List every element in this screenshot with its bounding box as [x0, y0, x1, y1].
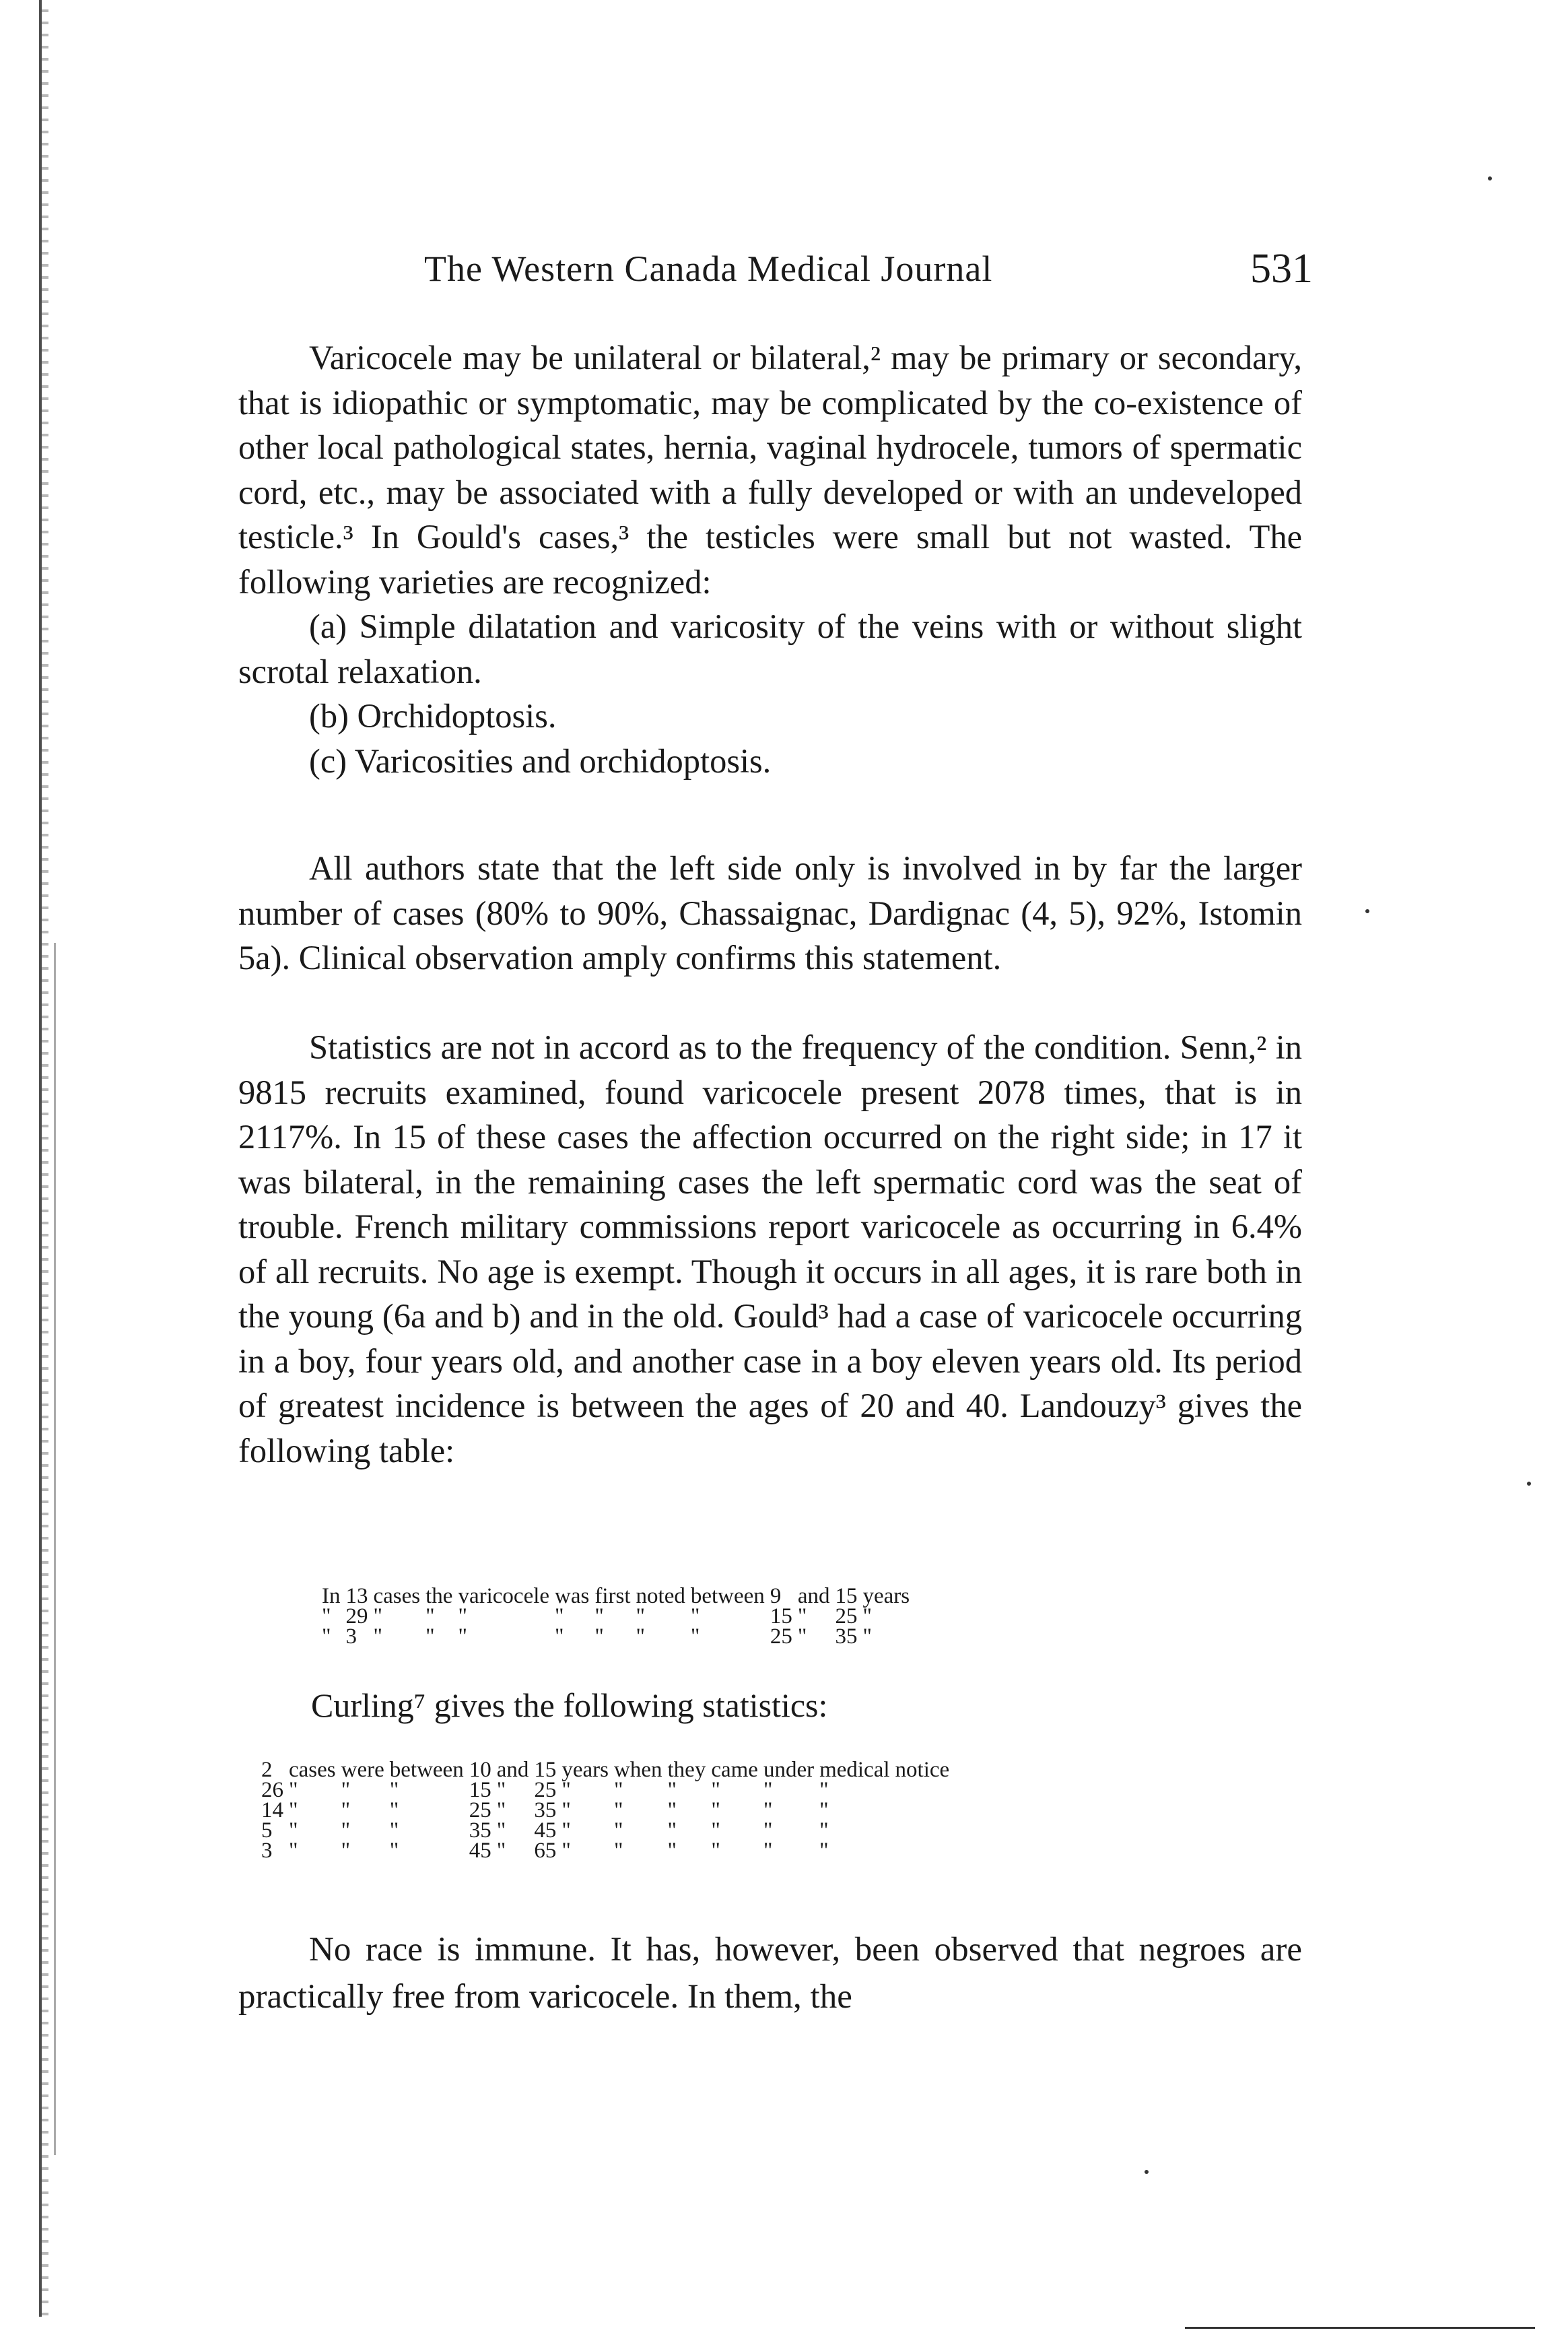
- table-cell: 10: [469, 1758, 491, 1782]
- table-cell: 35: [534, 1798, 557, 1822]
- table-cell: the: [425, 1584, 453, 1608]
- table-cell: ": [797, 1624, 807, 1649]
- table-cell: ": [667, 1839, 677, 1863]
- running-head: The Western Canada Medical Journal: [424, 249, 993, 289]
- table-cell: ": [763, 1818, 773, 1843]
- table-cell: 3: [261, 1839, 273, 1863]
- list-item-a: (a) Simple dilatation and varicosity of the veins with or without slight scrotal relaxation.: [238, 607, 1302, 690]
- table-cell: ": [667, 1778, 677, 1802]
- table-cell: 15: [534, 1758, 557, 1782]
- table-cell: ": [389, 1798, 399, 1822]
- table-cell: ": [289, 1818, 298, 1843]
- table-cell: ": [797, 1604, 807, 1628]
- table-cell: ": [614, 1818, 623, 1843]
- table-cell: under: [763, 1758, 815, 1782]
- table-cell: ": [594, 1604, 604, 1628]
- table-cell: ": [555, 1604, 564, 1628]
- table-cell: 26: [261, 1778, 283, 1802]
- table-cell: 35: [469, 1818, 491, 1843]
- table-cell: 14: [261, 1798, 283, 1822]
- table-cell: ": [389, 1778, 399, 1802]
- table-cell: 65: [534, 1839, 557, 1863]
- paragraph: Varicocele may be unilateral or bilateral,² may be primary or secondary, that is idiopathic or symptomatic, may be complicated by the co-existence of other local pathological states, hernia, vaginal hydrocele, tumors of spermatic cord, etc., may be associated with a fully developed or with an undeveloped testicle.³ In Gould's cases,³ the testicles were small but not wasted. The following varieties are recognized:: [238, 339, 1302, 601]
- table-cell: cases: [373, 1584, 421, 1608]
- list-item-c: (c) Varicosities and orchidoptosis.: [309, 741, 772, 780]
- table-cell: ": [341, 1818, 351, 1843]
- body-block-3: [238, 1025, 1302, 1473]
- landouzy-table: [322, 1586, 915, 1647]
- table-row: [261, 1800, 955, 1820]
- table-cell: ": [614, 1839, 623, 1863]
- curling-intro: Curling⁷ gives the following statistics:: [311, 1686, 828, 1724]
- table-cell: 25: [469, 1798, 491, 1822]
- table-cell: [895, 1780, 955, 1800]
- table-cell: 45: [534, 1818, 557, 1843]
- table-cell: 15: [770, 1604, 792, 1628]
- table-cell: ": [289, 1839, 298, 1863]
- table-cell: and: [496, 1758, 529, 1782]
- table-cell: ": [341, 1839, 351, 1863]
- table-cell: In: [322, 1584, 341, 1608]
- table-cell: ": [819, 1818, 829, 1843]
- body-block-2: [238, 846, 1302, 981]
- table-cell: first: [594, 1584, 631, 1608]
- table-cell: [895, 1800, 955, 1820]
- table-row: [322, 1606, 915, 1626]
- table-cell: ": [561, 1798, 571, 1822]
- print-speck: [1527, 1482, 1531, 1486]
- table-cell: ": [458, 1624, 467, 1649]
- table-cell: 25: [534, 1778, 557, 1802]
- table-cell: ": [819, 1778, 829, 1802]
- table-cell: 29: [345, 1604, 368, 1628]
- print-speck: [1365, 909, 1369, 913]
- table-row: [261, 1780, 955, 1800]
- table-cell: ": [614, 1778, 623, 1802]
- table-cell: 9: [770, 1584, 782, 1608]
- table-cell: ": [341, 1798, 351, 1822]
- table-cell: ": [862, 1624, 872, 1649]
- table-cell: ": [819, 1798, 829, 1822]
- binding-shadow: [54, 943, 56, 2155]
- table-cell: came: [711, 1758, 758, 1782]
- table-cell: 2: [261, 1758, 273, 1782]
- table-cell: ": [763, 1798, 773, 1822]
- list-item-b: (b) Orchidoptosis.: [309, 697, 557, 735]
- table-cell: ": [763, 1778, 773, 1802]
- table-cell: ": [614, 1798, 623, 1822]
- table-cell: [895, 1820, 955, 1841]
- table-cell: ": [373, 1604, 382, 1628]
- table-cell: ": [389, 1839, 399, 1863]
- table-cell: ": [389, 1818, 399, 1843]
- table-cell: ": [636, 1624, 646, 1649]
- table-cell: ": [322, 1604, 331, 1628]
- table-cell: ": [425, 1604, 435, 1628]
- print-speck: [1488, 176, 1492, 180]
- table-cell: ": [555, 1624, 564, 1649]
- table-cell: ": [496, 1818, 506, 1843]
- table-cell: when: [614, 1758, 662, 1782]
- table-cell: ": [341, 1778, 351, 1802]
- table-cell: ": [561, 1818, 571, 1843]
- table-cell: 3: [345, 1624, 357, 1649]
- body-block-1: [238, 335, 1302, 783]
- table-cell: ": [594, 1624, 604, 1649]
- table-cell: and: [797, 1584, 830, 1608]
- print-speck: [1145, 2170, 1149, 2174]
- table-cell: varicocele: [458, 1584, 550, 1608]
- table-cell: 5: [261, 1818, 273, 1843]
- table-cell: ": [289, 1778, 298, 1802]
- table-cell: ": [711, 1798, 720, 1822]
- table-row: [261, 1760, 955, 1780]
- table-cell: ": [496, 1798, 506, 1822]
- table-row: [322, 1586, 915, 1606]
- table-cell: [895, 1841, 955, 1861]
- table-cell: 15: [835, 1584, 858, 1608]
- binding-edge: [39, 0, 48, 2317]
- table-cell: ": [711, 1778, 720, 1802]
- table-cell: ": [667, 1818, 677, 1843]
- table-cell: ": [561, 1778, 571, 1802]
- table-cell: 45: [469, 1839, 491, 1863]
- table-cell: ": [496, 1778, 506, 1802]
- page-number: 531: [1250, 246, 1313, 292]
- table-cell: between: [690, 1584, 765, 1608]
- body-block-4: [238, 1926, 1302, 2020]
- table-cell: ": [561, 1839, 571, 1863]
- table-cell: notice: [895, 1758, 950, 1782]
- table-cell: 25: [770, 1624, 792, 1649]
- table-cell: ": [711, 1839, 720, 1863]
- table-cell: ": [862, 1604, 872, 1628]
- table-cell: cases: [289, 1758, 336, 1782]
- table-cell: years: [561, 1758, 609, 1782]
- paragraph: No race is immune. It has, however, been observed that negroes are practically free from varicocele. In them, the: [238, 1931, 1302, 2016]
- table-cell: was: [555, 1584, 590, 1608]
- table-cell: ": [636, 1604, 646, 1628]
- table-cell: between: [389, 1758, 464, 1782]
- page-header: [424, 248, 1313, 302]
- table-cell: ": [425, 1624, 435, 1649]
- table-row: [261, 1841, 955, 1861]
- table-cell: ": [373, 1624, 382, 1649]
- table-cell: noted: [636, 1584, 685, 1608]
- paragraph: Statistics are not in accord as to the frequency of the condition. Senn,² in 9815 recruits examined, found varicocele present 2078 times, that is in 2117%. In 15 of these cases the affection occurred on the right side; in 17 it was bilateral, in the remaining cases the left spermatic cord was the seat of trouble. French military commissions report varicocele as occurring in 6.4% of all recruits. No age is exempt. Though it occurs in all ages, it is rare both in the young (6a and b) and in the old. Gould³ had a case of varicocele occurring in a boy, four years old, and another case in a boy eleven years old. Its period of greatest incidence is between the ages of 20 and 40. Landouzy³ gives the following table:: [238, 1028, 1302, 1469]
- table-cell: were: [341, 1758, 384, 1782]
- table-cell: ": [690, 1624, 700, 1649]
- table-cell: ": [819, 1839, 829, 1863]
- table-cell: medical: [819, 1758, 890, 1782]
- table-cell: ": [690, 1604, 700, 1628]
- footer-rule: [1185, 2327, 1535, 2329]
- table-cell: years: [862, 1584, 910, 1608]
- table-cell: they: [667, 1758, 706, 1782]
- curling-table: [261, 1760, 955, 1861]
- paragraph: All authors state that the left side only is involved in by far the larger number of cases (80% to 90%, Chassaignac, Dardignac (4, 5), 92%, Istomin 5a). Clinical observation amply confirms this statement.: [238, 849, 1302, 977]
- table-cell: 15: [469, 1778, 491, 1802]
- table-cell: 35: [835, 1624, 858, 1649]
- table-cell: ": [763, 1839, 773, 1863]
- table-cell: ": [458, 1604, 467, 1628]
- table-cell: ": [711, 1818, 720, 1843]
- table-cell: ": [667, 1798, 677, 1822]
- table-row: [261, 1820, 955, 1841]
- table-cell: ": [289, 1798, 298, 1822]
- table-cell: 25: [835, 1604, 858, 1628]
- table-cell: ": [496, 1839, 506, 1863]
- table-row: [322, 1626, 915, 1647]
- table-cell: 13: [345, 1584, 368, 1608]
- table-cell: ": [322, 1624, 331, 1649]
